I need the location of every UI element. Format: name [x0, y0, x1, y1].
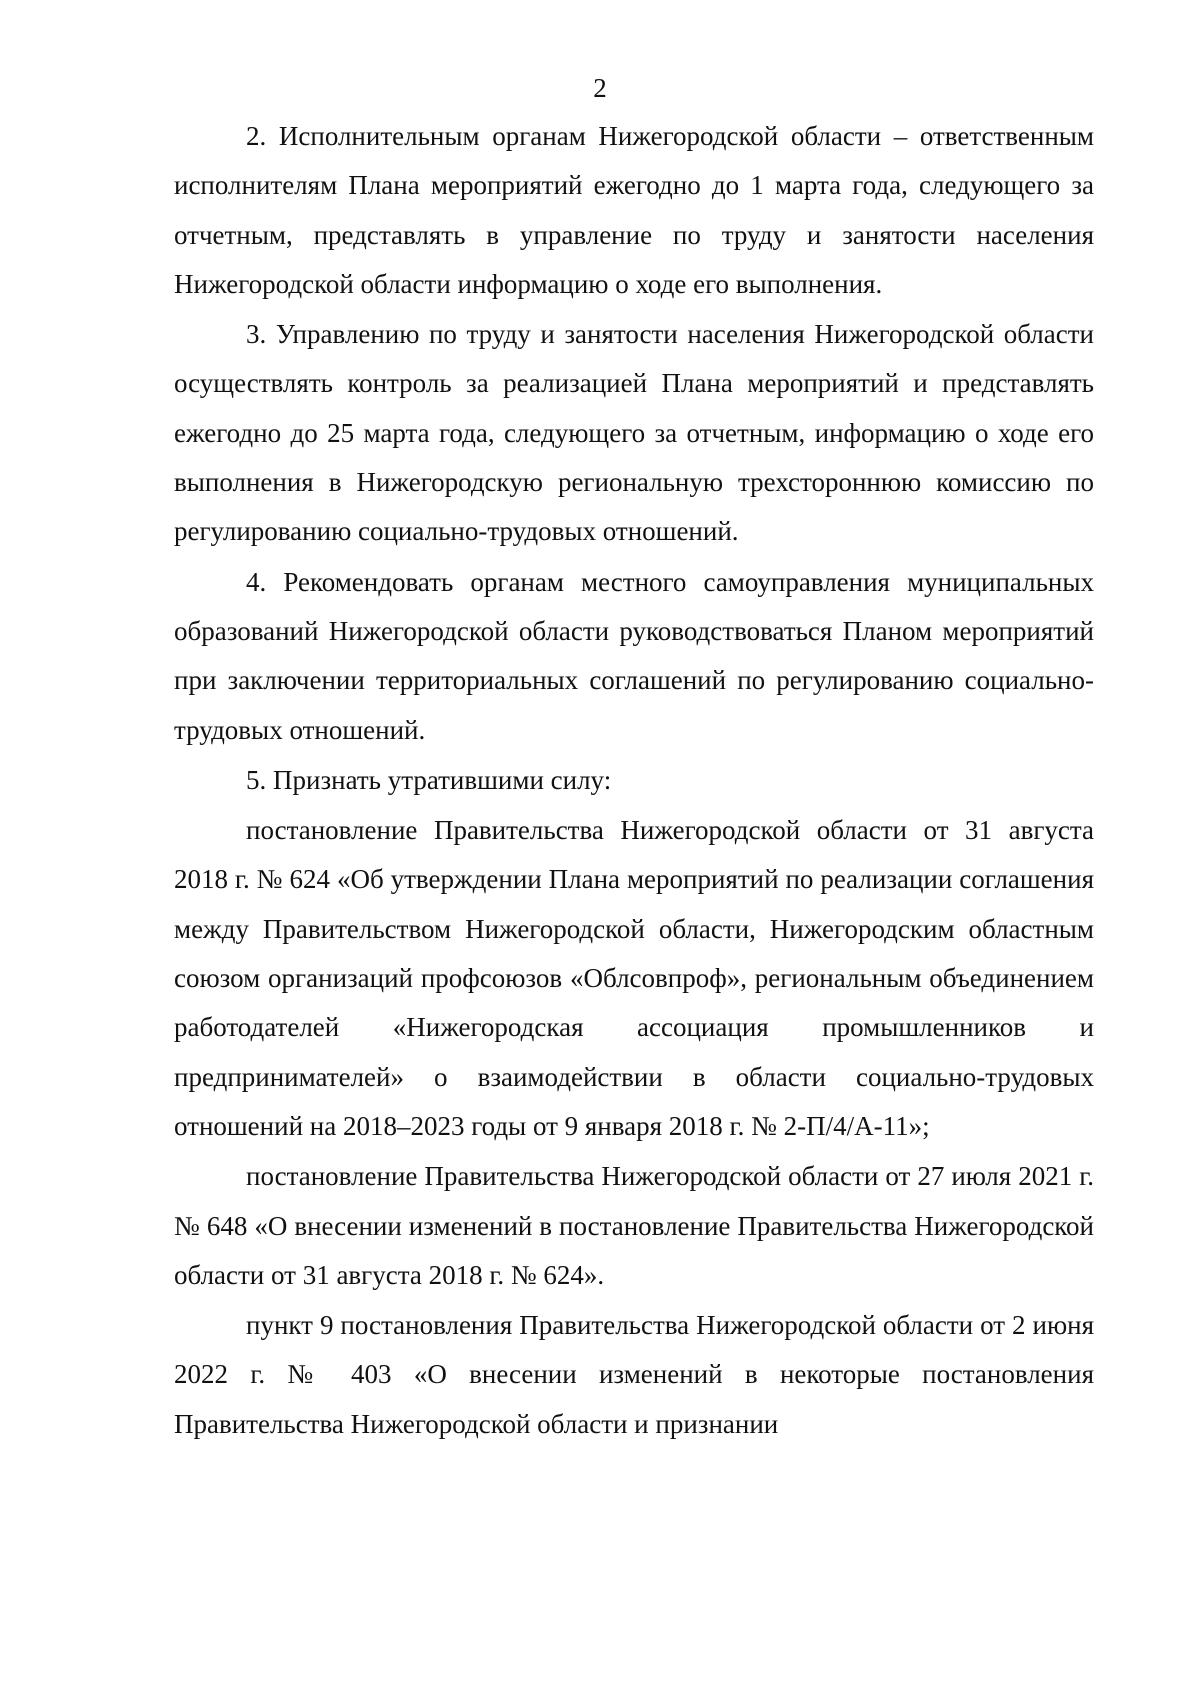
repealed-resolution-403-item-9: пункт 9 постановления Правительства Нижегородской области от 2 июня 2022 г. № 403 «О внесении изменений в некоторые постановления Правительства Нижегородской области и признании	[174, 1310, 1094, 1439]
repealed-resolution-624: постановление Правительства Нижегородской области от 31 августа 2018 г. № 624 «Об утверждении Плана мероприятий по реализации соглашения между Правительством Нижегородской области, Нижегородским областным союзом организаций профсоюзов «Облсовпроф», региональным объединением работодателей «Нижегородская ассоциация промышленников и предпринимателей» о взаимодействии в области социально-трудовых отношений на 2018–2023 годы от 9 января 2018 г. № 2-П/4/А-11»;	[174, 815, 1094, 1141]
paragraph-item-4: 4. Рекомендовать органам местного самоуправления муниципальных образований Нижегородской области руководствоваться Планом мероприятий при заключении территориальных соглашений по регулированию социально-трудовых отношений.	[174, 566, 1094, 745]
page-number: 2	[593, 73, 607, 103]
paragraph-item-2: 2. Исполнительным органам Нижегородской области – ответственным исполнителям Плана мероприятий ежегодно до 1 марта года, следующего за отчетным, представлять в управление по труду и занятости населения Нижегородской области информацию о ходе его выполнения.	[174, 121, 1094, 299]
repealed-resolution-648: постановление Правительства Нижегородской области от 27 июля 2021 г. № 648 «О внесении изменений в постановление Правительства Нижегородской области от 31 августа 2018 г. № 624».	[174, 1161, 1094, 1290]
paragraph-item-5: 5. Признать утратившими силу:	[246, 764, 612, 795]
document-body	[174, 112, 1094, 1450]
paragraph-item-3: 3. Управлению по труду и занятости населения Нижегородской области осуществлять контроль за реализацией Плана мероприятий и представлять ежегодно до 25 марта года, следующего за отчетным, информацию о ходе его выполнения в Нижегородскую региональную трехстороннюю комиссию по регулированию социально-трудовых отношений.	[174, 319, 1094, 547]
